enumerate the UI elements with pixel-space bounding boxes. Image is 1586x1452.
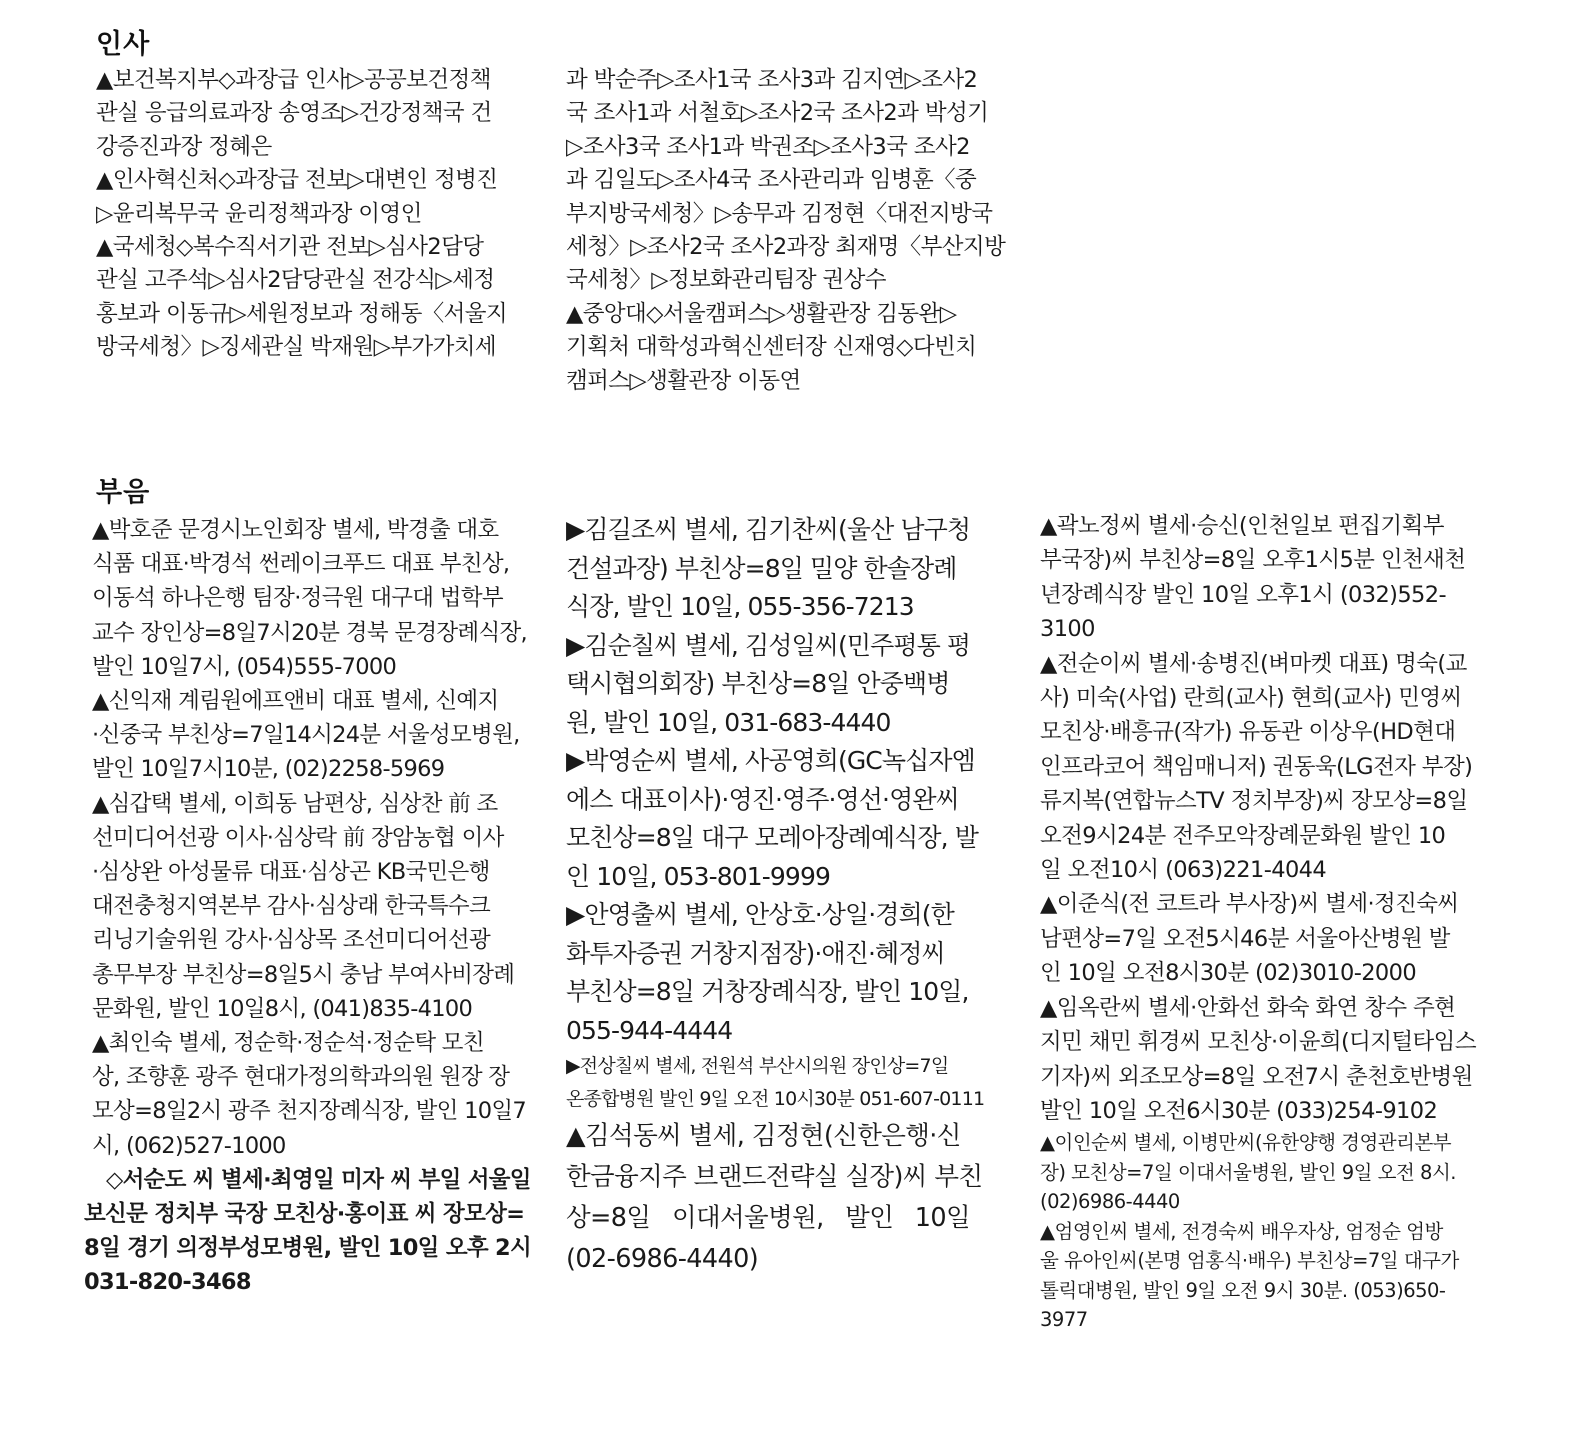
text-line: ▲신익재 계림원에프앤비 대표 별세, 신예지: [92, 688, 499, 715]
text-line: 과 박순주▷조사1국 조사3과 김지연▷조사2: [566, 67, 978, 93]
text-line: 한금융지주 브랜드전략실 실장)씨 부친: [566, 1162, 983, 1192]
text-line: ·신중국 부친상=7일14시24분 서울성모병원,: [92, 722, 520, 749]
bueum-column-3: [1040, 509, 1500, 1335]
text-line: ▲김석동씨 별세, 김정현(신한은행·신: [566, 1121, 961, 1151]
text-line: 3100: [1040, 616, 1095, 643]
text-line: 이동석 하나은행 팀장·정극원 대구대 법학부: [92, 585, 503, 612]
text-line: ▶김길조씨 별세, 김기찬씨(울산 남구청: [566, 515, 971, 544]
text-line: 일 오전10시 (063)221-4044: [1040, 857, 1327, 884]
text-line: 부국장)씨 부친상=8일 오후1시5분 인천새천: [1040, 547, 1466, 574]
text-line: 톨릭대병원, 발인 9일 오전 9시 30분. (053)650-: [1040, 1278, 1446, 1302]
text-line: 장) 모친상=7일 이대서울병원, 발인 9일 오전 8시.: [1040, 1160, 1456, 1184]
text-line: 모친상=8일 대구 모레아장례예식장, 발: [566, 823, 978, 852]
text-line: 발인 10일7시, (054)555-7000: [92, 653, 397, 680]
text-line: 3977: [1040, 1308, 1088, 1332]
text-line: ▲국세청◇복수직서기관 전보▷심사2담당: [96, 234, 484, 261]
text-line: 발인 10일 오전6시30분 (033)254-9102: [1040, 1097, 1438, 1124]
text-line: 과 김일도▷조사4국 조사관리과 임병훈〈중: [566, 167, 977, 194]
text-line: 사) 미숙(사업) 란희(교사) 현희(교사) 민영씨: [1040, 685, 1462, 712]
text-line: ▶안영출씨 별세, 안상호·상일·경희(한: [566, 900, 954, 929]
text-line: 건설과장) 부친상=8일 밀양 한솔장례: [566, 553, 957, 583]
text-line: 인 10일 오전8시30분 (02)3010-2000: [1040, 960, 1417, 987]
text-line: ▲곽노정씨 별세·승신(인천일보 편집기획부: [1040, 513, 1444, 539]
text-line: 오전9시24분 전주모악장례문화원 발인 10: [1040, 822, 1446, 849]
text-line: 문화원, 발인 10일8시, (041)835-4100: [92, 995, 473, 1022]
insa-column-2: [566, 64, 1006, 398]
text-line: ▶김순칠씨 별세, 김성일씨(민주평통 평: [566, 630, 971, 660]
text-line: ▲전순이씨 별세·송병진(벼마켓 대표) 명숙(교: [1040, 650, 1467, 677]
text-line: 교수 장인상=8일7시20분 경북 문경장례식장,: [92, 619, 527, 646]
insa-column-1: [96, 64, 536, 365]
text-line: 인 10일, 053-801-9999: [566, 861, 830, 891]
text-line: 발인 10일7시10분, (02)2258-5969: [92, 756, 445, 783]
text-line: 식장, 발인 10일, 055-356-7213: [566, 592, 914, 621]
text-line: ◇서순도 씨 별세·최영일 미자 씨 부일 서울일: [106, 1166, 531, 1193]
text-line: 캠퍼스▷생활관장 이동연: [566, 367, 801, 394]
heading-insa: 인사: [96, 29, 151, 60]
text-line: ▲인사혁신처◇과장급 전보▷대변인 정병진: [96, 167, 498, 194]
text-line: 에스 대표이사)·영진·영주·영선·영완씨: [566, 784, 959, 814]
text-line: ▲임옥란씨 별세·안화선 화숙 화연 창수 주현: [1040, 994, 1456, 1021]
text-line: 031-820-3468: [84, 1269, 251, 1296]
text-line: ▷윤리복무국 윤리정책과장 이영인: [96, 200, 422, 227]
text-line: 기획처 대학성과혁신센터장 신재영◇다빈치: [566, 334, 977, 361]
text-line: 관실 응급의료과장 송영조▷건강정책국 건: [96, 100, 492, 127]
text-line: 기자)씨 외조모상=8일 오전7시 춘천호반병원: [1040, 1063, 1473, 1090]
text-line: ▶박영순씨 별세, 사공영희(GC녹십자엠: [566, 746, 975, 775]
text-line: ▲보건복지부◇과장급 인사▷공공보건정책: [96, 67, 491, 93]
text-line: 상, 조향훈 광주 현대가정의학과의원 원장 장: [92, 1064, 510, 1091]
text-line: 시, (062)527-1000: [92, 1132, 286, 1159]
text-line: ▲이인순씨 별세, 이병만씨(유한양행 경영관리본부: [1040, 1131, 1452, 1155]
text-line: 지민 채민 휘경씨 모친상·이윤희(디지털타임스: [1040, 1029, 1476, 1056]
text-line: 055-944-4444: [566, 1015, 733, 1045]
text-line: 상=8일 이대서울병원, 발인 10일: [566, 1203, 971, 1233]
bueum-column-1: [84, 513, 542, 1300]
text-line: 국세청〉▷정보화관리팀장 권상수: [566, 267, 886, 294]
text-line: 류지복(연합뉴스TV 정치부장)씨 장모상=8일: [1040, 788, 1468, 815]
text-line: (02-6986-4440): [566, 1244, 759, 1274]
text-line: 모친상·배흥규(작가) 유동관 이상우(HD현대: [1040, 719, 1456, 746]
text-line: ▶전상칠씨 별세, 전원석 부산시의원 장인상=7일: [566, 1055, 949, 1077]
text-line: 택시협의회장) 부친상=8일 안중백병: [566, 669, 950, 698]
bueum-column-2: [566, 511, 1016, 1280]
text-line: (02)6986-4440: [1040, 1190, 1180, 1214]
text-line: 방국세청〉▷징세관실 박재원▷부가가치세: [96, 334, 497, 361]
text-line: 부지방국세청〉▷송무과 김정현〈대전지방국: [566, 200, 993, 227]
text-line: 년장례식장 발인 10일 오후1시 (032)552-: [1040, 581, 1447, 608]
heading-bueum: 부음: [96, 477, 151, 508]
text-line: ▷조사3국 조사1과 박권조▷조사3국 조사2: [566, 133, 970, 160]
text-line: 모상=8일2시 광주 천지장례식장, 발인 10일7: [92, 1098, 527, 1125]
text-line: 리닝기술위원 강사·심상목 조선미디어선광: [92, 927, 490, 954]
text-line: 보신문 정치부 국장 모친상·홍이표 씨 장모상=: [84, 1201, 525, 1228]
text-line: 온종합병원 발인 9일 오전 10시30분 051-607-0111: [566, 1088, 985, 1110]
text-line: 남편상=7일 오전5시46분 서울아산병원 발: [1040, 925, 1450, 952]
text-line: ▲심갑택 별세, 이희동 남편상, 심상찬 前 조: [92, 790, 498, 817]
text-line: 관실 고주석▷심사2담당관실 전강식▷세정: [96, 267, 495, 294]
text-line: 선미디어선광 이사·심상락 前 장암농협 이사: [92, 824, 504, 851]
text-line: ▲최인숙 별세, 정순학·정순석·정순탁 모친: [92, 1030, 484, 1057]
text-line: 세청〉▷조사2국 조사2과장 최재명〈부산지방: [566, 234, 1006, 261]
text-line: ·심상완 아성물류 대표·심상곤 KB국민은행: [92, 859, 490, 886]
text-line: 대전충청지역본부 감사·심상래 한국특수크: [92, 893, 490, 920]
text-line: 식품 대표·박경석 썬레이크푸드 대표 부친상,: [92, 551, 510, 578]
text-line: ▲중앙대◇서울캠퍼스▷생활관장 김동완▷: [566, 300, 957, 327]
text-line: ▲엄영인씨 별세, 전경숙씨 배우자상, 엄정순 엄방: [1040, 1219, 1443, 1243]
text-line: 8일 경기 의정부성모병원, 발인 10일 오후 2시: [84, 1235, 532, 1262]
text-line: 인프라코어 책임매니저) 권동욱(LG전자 부장): [1040, 753, 1473, 780]
text-line: 부친상=8일 거창장례식장, 발인 10일,: [566, 977, 969, 1006]
text-line: 원, 발인 10일, 031-683-4440: [566, 707, 891, 737]
text-line: 울 유아인씨(본명 엄홍식·배우) 부친상=7일 대구가: [1040, 1249, 1459, 1273]
text-line: ▲박호준 문경시노인회장 별세, 박경출 대호: [92, 517, 499, 543]
text-line: 총무부장 부친상=8일5시 충남 부여사비장례: [92, 961, 515, 988]
text-line: ▲이준식(전 코트라 부사장)씨 별세·정진숙씨: [1040, 891, 1459, 918]
text-line: 국 조사1과 서철호▷조사2국 조사2과 박성기: [566, 100, 989, 127]
text-line: 강증진과장 정혜은: [96, 133, 272, 160]
text-line: 홍보과 이동규▷세원정보과 정해동〈서울지: [96, 300, 508, 327]
text-line: 화투자증권 거창지점장)·애진·혜정씨: [566, 938, 945, 968]
